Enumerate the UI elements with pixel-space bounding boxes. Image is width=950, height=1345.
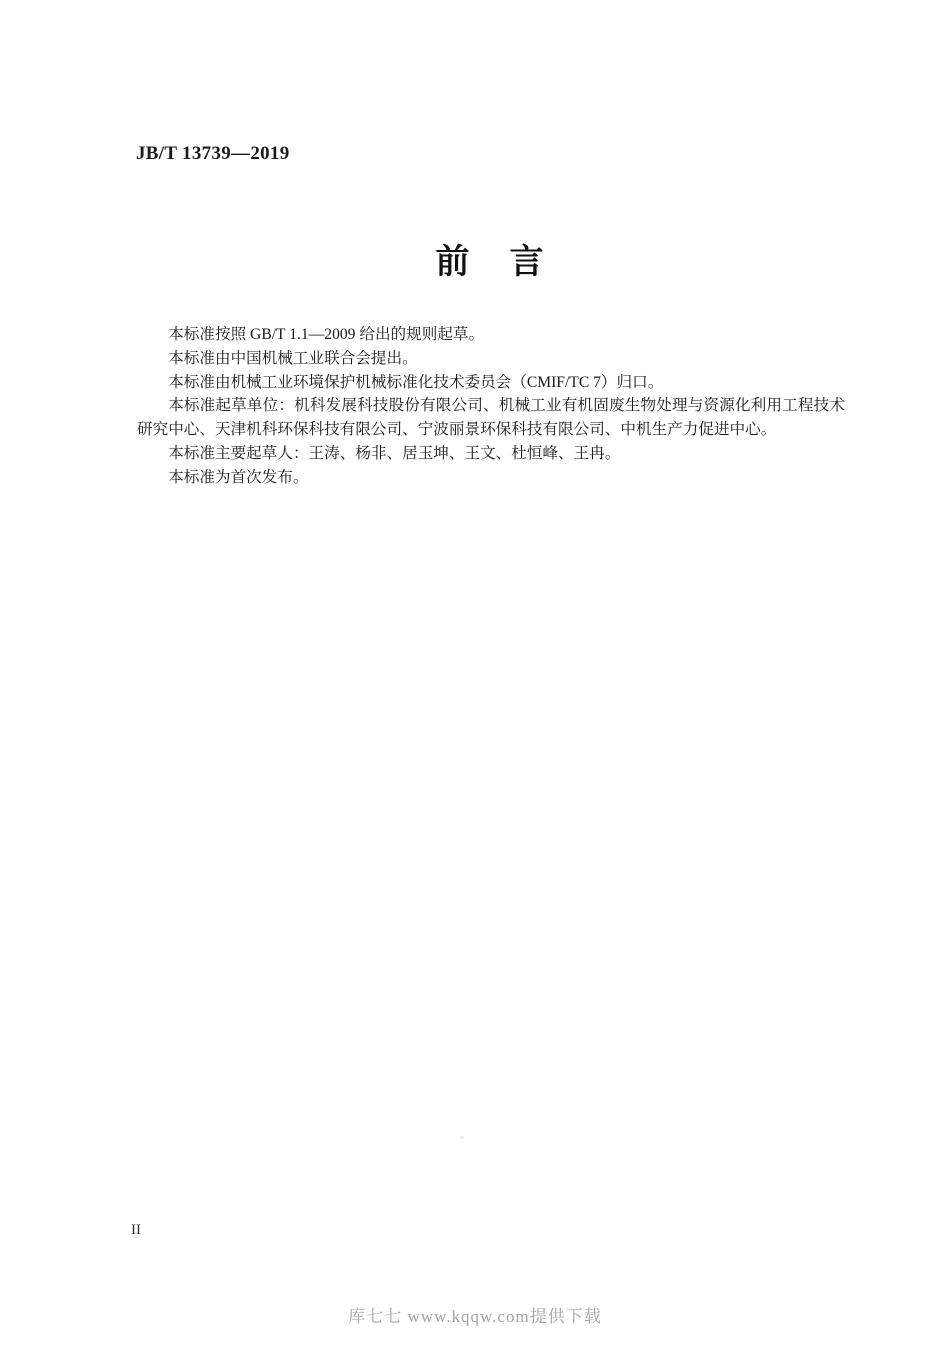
foreword-paragraph-proposed-by: 本标准由中国机械工业联合会提出。 xyxy=(168,349,418,367)
page-number: II xyxy=(131,1222,141,1238)
watermark-text: 库七七 www.kqqw.com提供下载 xyxy=(348,1307,602,1326)
scan-speck xyxy=(460,1136,464,1139)
standard-code: JB/T 13739—2019 xyxy=(136,143,290,164)
foreword-body xyxy=(137,323,845,490)
foreword-paragraph-drafting-rules: 本标准按照 GB/T 1.1—2009 给出的规则起草。 xyxy=(168,326,485,343)
foreword-paragraph-drafting-organizations: 本标准起草单位：机科发展科技股份有限公司、机械工业有机固废生物处理与资源化利用工程技术研究中心、天津机科环保科技有限公司、宁波丽景环保科技有限公司、中机生产力促进中心。 xyxy=(137,397,845,439)
foreword-paragraph-first-issue: 本标准为首次发布。 xyxy=(168,468,309,486)
foreword-paragraph-main-drafters: 本标准主要起草人：王涛、杨非、居玉坤、王文、杜恒峰、王冉。 xyxy=(168,444,621,462)
page-title: 前 言 xyxy=(435,243,547,281)
foreword-paragraph-centralized-by: 本标准由机械工业环境保护机械标准化技术委员会（CMIF/TC 7）归口。 xyxy=(168,373,664,391)
